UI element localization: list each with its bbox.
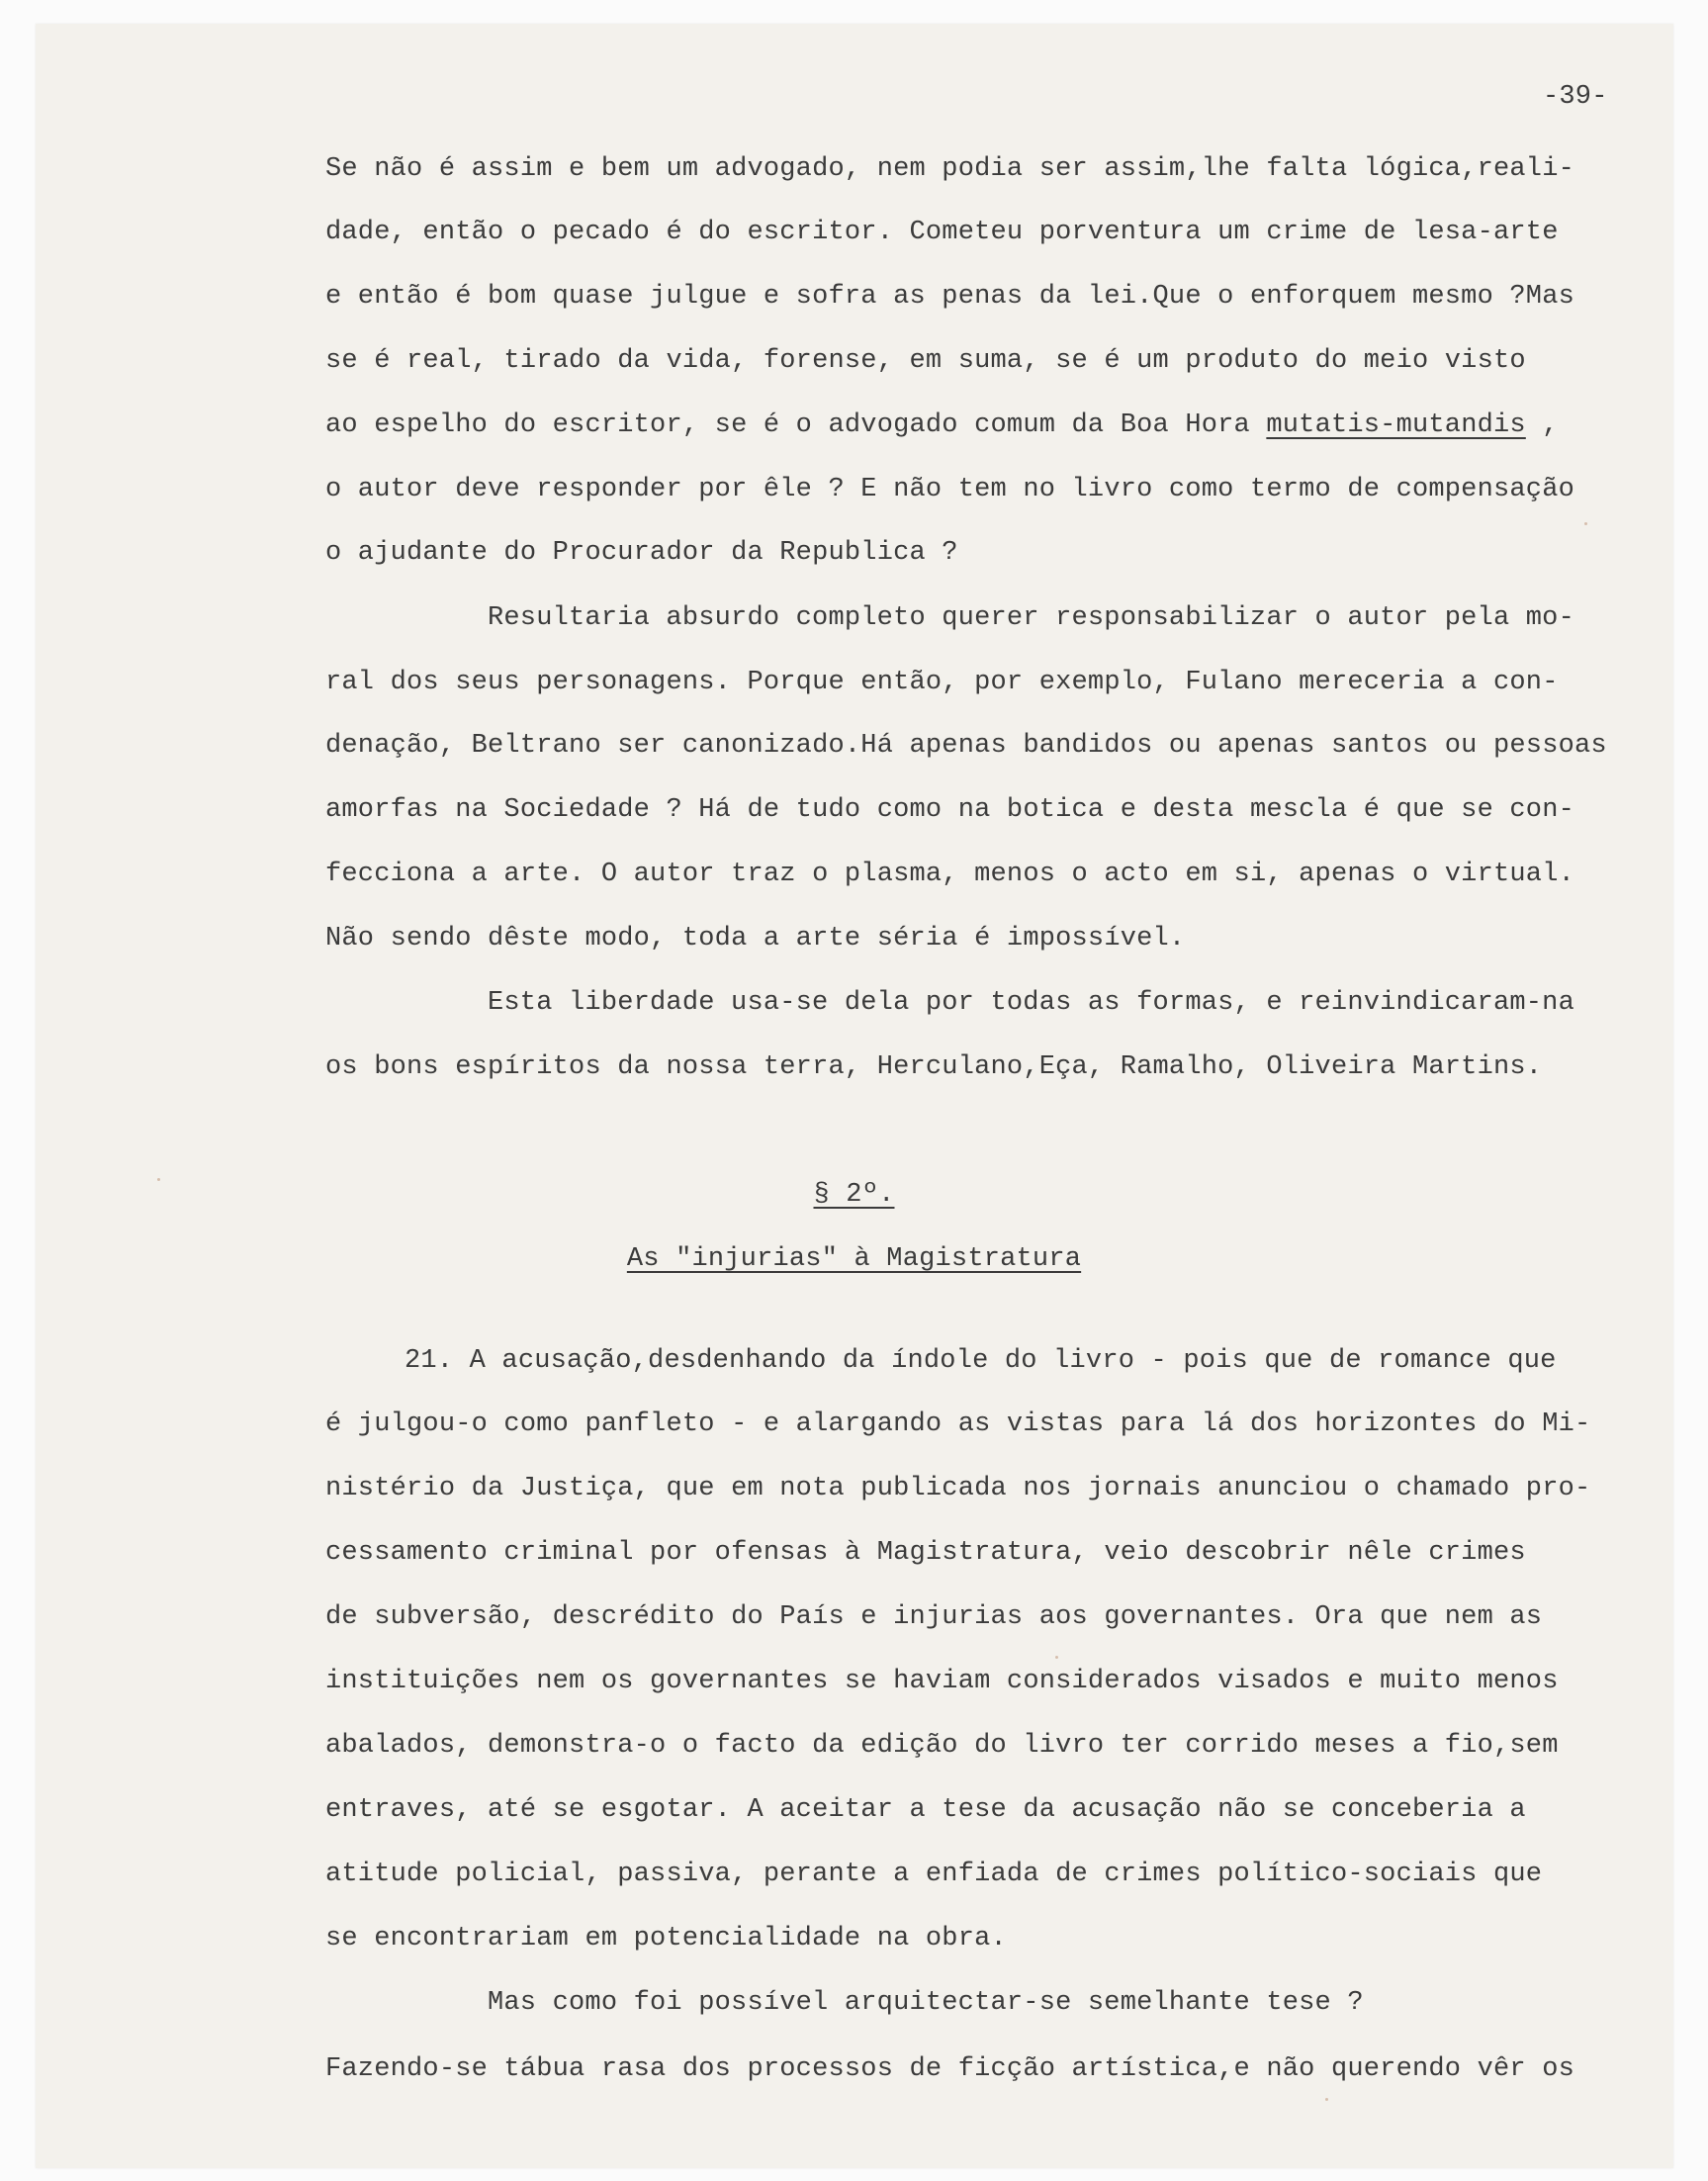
text-line: de subversão, descrédito do País e injurias aos governantes. Ora que nem as: [325, 1602, 1543, 1632]
text-line: 21. A acusação,desdenhando da índole do livro - pois que de romance que: [405, 1346, 1557, 1376]
text-line: se encontrariam em potencialidade na obra.: [325, 1924, 1007, 1954]
text-line: Não sendo dêste modo, toda a arte séria é impossível.: [325, 924, 1186, 954]
paper-speck: [1584, 522, 1587, 525]
text-line: se é real, tirado da vida, forense, em suma, se é um produto do meio visto: [325, 346, 1526, 376]
text-line: o ajudante do Procurador da Republica ?: [325, 538, 958, 568]
text-line: o autor deve responder por êle ? E não tem no livro como termo de compensação: [325, 475, 1575, 504]
text-line: nistério da Justiça, que em nota publicada nos jornais anunciou o chamado pro-: [325, 1474, 1591, 1503]
section-number: § 2º.: [813, 1180, 895, 1210]
text-line: denação, Beltrano ser canonizado.Há apenas bandidos ou apenas santos ou pessoas: [325, 731, 1607, 761]
page-number: -39-: [1543, 82, 1608, 112]
text-line: os bons espíritos da nossa terra, Herculano,Eça, Ramalho, Oliveira Martins.: [325, 1052, 1543, 1082]
text-line: Se não é assim e bem um advogado, nem podia ser assim,lhe falta lógica,reali-: [325, 154, 1575, 184]
paper-speck: [1055, 1656, 1058, 1659]
paper-speck: [1325, 2098, 1328, 2101]
comma: ,: [1525, 410, 1559, 440]
text-line: instituições nem os governantes se haviam considerados visados e muito menos: [325, 1667, 1559, 1696]
text-line: cessamento criminal por ofensas à Magistratura, veio descobrir nêle crimes: [325, 1538, 1526, 1568]
text-line: abalados, demonstra-o o facto da edição do livro ter corrido meses a fio,sem: [325, 1731, 1559, 1761]
text-line: Fazendo-se tábua rasa dos processos de ficção artística,e não querendo vêr os: [325, 2054, 1575, 2084]
text-line: atitude policial, passiva, perante a enfiada de crimes político-sociais que: [325, 1860, 1543, 1889]
text-line: ao espelho do escritor, se é o advogado comum da Boa Hora: [325, 410, 1267, 440]
text-line: ral dos seus personagens. Porque então, por exemplo, Fulano mereceria a con-: [325, 668, 1559, 697]
text-line: Mas como foi possível arquitectar-se semelhante tese ?: [488, 1988, 1364, 2018]
text-line-with-latin-phrase: [325, 409, 1559, 441]
paper-speck: [157, 1178, 160, 1181]
text-line: Esta liberdade usa-se dela por todas as formas, e reinvindicaram-na: [488, 988, 1574, 1018]
text-line: dade, então o pecado é do escritor. Cometeu porventura um crime de lesa-arte: [325, 218, 1559, 247]
section-title: As "injurias" à Magistratura: [626, 1244, 1082, 1274]
text-line: e então é bom quase julgue e sofra as penas da lei.Que o enforquem mesmo ?Mas: [325, 282, 1575, 312]
text-line: amorfas na Sociedade ? Há de tudo como na botica e desta mescla é que se con-: [325, 795, 1575, 825]
text-line: entraves, até se esgotar. A aceitar a tese da acusação não se conceberia a: [325, 1795, 1526, 1825]
latin-phrase: mutatis-mutandis: [1266, 410, 1526, 440]
text-line: é julgou-o como panfleto - e alargando as vistas para lá dos horizontes do Mi-: [325, 1409, 1591, 1439]
text-line: fecciona a arte. O autor traz o plasma, menos o acto em si, apenas o virtual.: [325, 860, 1575, 889]
text-line: Resultaria absurdo completo querer responsabilizar o autor pela mo-: [488, 603, 1574, 633]
